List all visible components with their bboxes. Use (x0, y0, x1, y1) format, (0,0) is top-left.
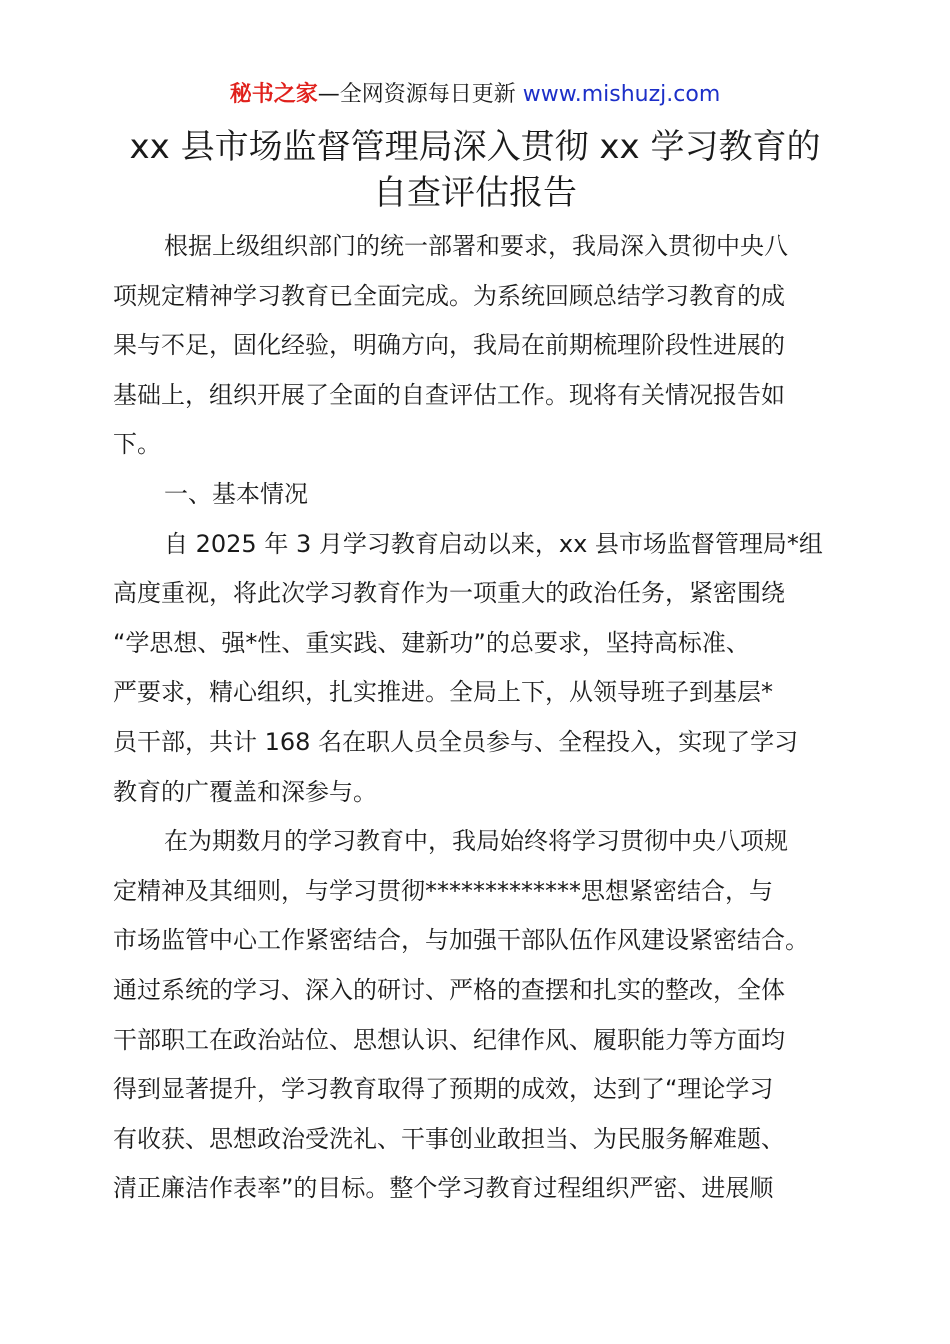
body-line: 高度重视，将此次学习教育作为一项重大的政治任务，紧密围绕 (113, 579, 785, 608)
document-title (60, 124, 890, 216)
body-line: 清正廉洁作表率”的目标。整个学习教育过程组织严密、进展顺 (113, 1174, 774, 1203)
body-line: 教育的广覆盖和深参与。 (113, 777, 377, 806)
body-line: 根据上级组织部门的统一部署和要求，我局深入贯彻中央八 (164, 232, 788, 260)
title-line-1: xx 县市场监督管理局深入贯彻 xx 学习教育的 (129, 127, 821, 167)
body-line: 项规定精神学习教育已全面完成。为系统回顾总结学习教育的成 (113, 281, 785, 310)
body-line: 通过系统的学习、深入的研讨、严格的查摆和扎实的整改，全体 (113, 975, 785, 1004)
body-line: 果与不足，固化经验，明确方向，我局在前期梳理阶段性进展的 (113, 331, 785, 360)
title-line-2: 自查评估报告 (373, 173, 577, 213)
body-line: 干部职工在政治站位、思想认识、纪律作风、履职能力等方面均 (113, 1025, 785, 1054)
site-header (0, 78, 950, 112)
section-heading: 一、基本情况 (164, 479, 308, 508)
body-line: 在为期数月的学习教育中，我局始终将学习贯彻中央八项规 (164, 827, 788, 856)
body-line: 得到显著提升，学习教育取得了预期的成效，达到了“理论学习 (113, 1075, 774, 1104)
body-line: 有收获、思想政治受洗礼、干事创业敢担当、为民服务解难题、 (113, 1124, 785, 1153)
site-slogan: —全网资源每日更新 (317, 82, 516, 107)
site-name: 秘书之家 (229, 82, 318, 107)
body-line: “学思想、强*性、重实践、建新功”的总要求，坚持高标准、 (113, 628, 750, 657)
body-line: 定精神及其细则，与学习贯彻*************思想紧密结合，与 (113, 876, 773, 905)
body-line: 市场监管中心工作紧密结合，与加强干部队伍作风建设紧密结合。 (113, 926, 809, 955)
body-line: 基础上，组织开展了全面的自查评估工作。现将有关情况报告如 (113, 380, 785, 409)
body-line: 自 2025 年 3 月学习教育启动以来，xx 县市场监督管理局*组 (164, 529, 823, 558)
document-body (113, 222, 843, 1214)
body-line: 员干部，共计 168 名在职人员全员参与、全程投入，实现了学习 (113, 727, 799, 756)
body-line: 下。 (113, 430, 161, 459)
site-url-link[interactable]: www.mishuzj.com (522, 82, 721, 107)
body-line: 严要求，精心组织，扎实推进。全局上下，从领导班子到基层* (113, 678, 773, 707)
